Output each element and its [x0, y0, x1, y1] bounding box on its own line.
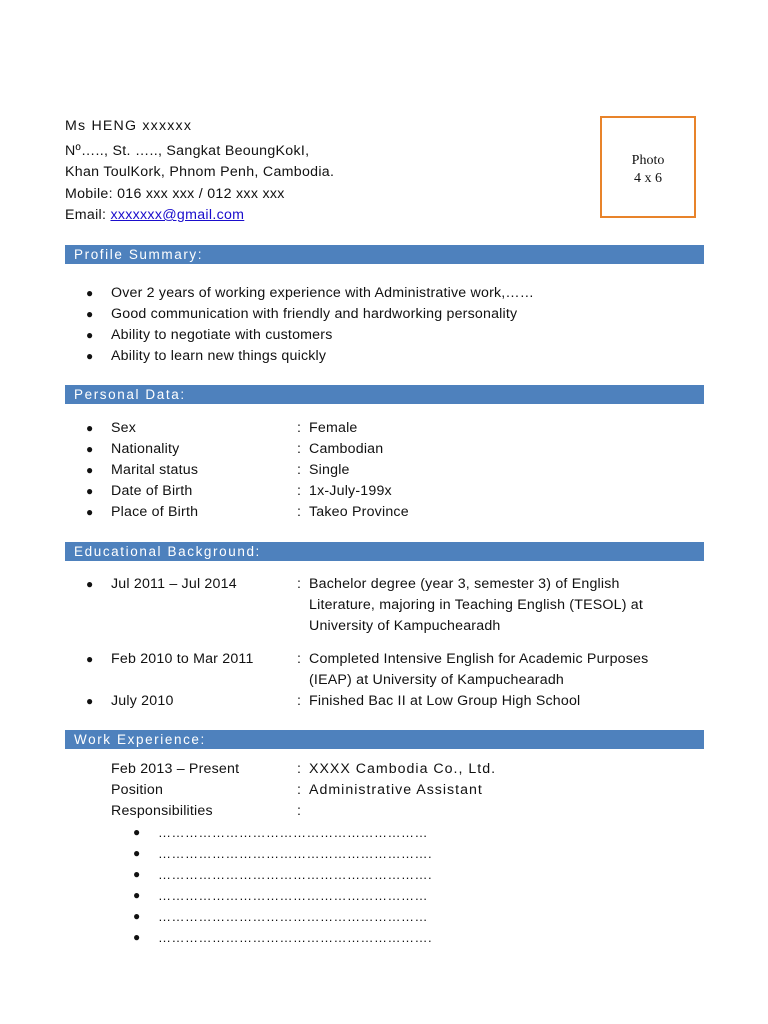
education-period: Feb 2010 to Mar 2011: [111, 651, 254, 667]
personal-value-marital: Single: [309, 462, 350, 478]
colon: :: [297, 504, 301, 520]
education-detail: Completed Intensive English for Academic Purposes: [309, 651, 649, 667]
work-position-label: Position: [111, 782, 164, 798]
email-row: [65, 207, 244, 223]
bullet-icon: ●: [133, 846, 141, 860]
bullet-icon: ●: [133, 888, 141, 902]
personal-label-marital: Marital status: [111, 462, 199, 478]
personal-label-sex: Sex: [111, 420, 137, 436]
colon: :: [297, 803, 301, 819]
personal-value-dob: 1x-July-199x: [309, 483, 392, 499]
address-line-1: Nº….., St. ….., Sangkat BeoungKokI,: [65, 143, 310, 159]
responsibility-item: ……………………………………………………: [158, 909, 428, 924]
work-responsibilities-label: Responsibilities: [111, 803, 213, 819]
personal-value-nationality: Cambodian: [309, 441, 384, 457]
section-educational-background: Educational Background:: [65, 542, 704, 561]
colon: :: [297, 420, 301, 436]
candidate-name: Ms HENG xxxxxx: [65, 118, 193, 134]
personal-value-pob: Takeo Province: [309, 504, 409, 520]
bullet-icon: ●: [86, 652, 94, 666]
profile-item: Ability to negotiate with customers: [111, 327, 333, 343]
education-period: Jul 2011 – Jul 2014: [111, 576, 237, 592]
personal-label-dob: Date of Birth: [111, 483, 193, 499]
bullet-icon: ●: [86, 694, 94, 708]
education-detail: University of Kampuchearadh: [309, 618, 501, 634]
personal-value-sex: Female: [309, 420, 358, 436]
education-detail: Bachelor degree (year 3, semester 3) of English: [309, 576, 620, 592]
bullet-icon: ●: [133, 867, 141, 881]
colon: :: [297, 651, 301, 667]
bullet-icon: ●: [86, 328, 94, 342]
bullet-icon: ●: [86, 442, 94, 456]
colon: :: [297, 761, 301, 777]
responsibility-item: …………………………………………………….: [158, 846, 433, 861]
photo-size: 4 x 6: [634, 171, 662, 186]
personal-label-pob: Place of Birth: [111, 504, 199, 520]
profile-item: Over 2 years of working experience with Administrative work,……: [111, 285, 535, 301]
colon: :: [297, 462, 301, 478]
bullet-icon: ●: [133, 825, 141, 839]
section-profile-summary: Profile Summary:: [65, 245, 704, 264]
colon: :: [297, 483, 301, 499]
education-period: July 2010: [111, 693, 174, 709]
bullet-icon: ●: [133, 909, 141, 923]
bullet-icon: ●: [86, 463, 94, 477]
email-label: Email:: [65, 207, 111, 223]
work-position: Administrative Assistant: [309, 782, 483, 798]
work-period: Feb 2013 – Present: [111, 761, 240, 777]
profile-item: Good communication with friendly and hardworking personality: [111, 306, 518, 322]
colon: :: [297, 576, 301, 592]
photo-placeholder: [600, 116, 696, 218]
profile-item: Ability to learn new things quickly: [111, 348, 327, 364]
responsibility-item: ……………………………………………………: [158, 825, 428, 840]
address-line-2: Khan ToulKork, Phnom Penh, Cambodia.: [65, 164, 335, 180]
mobile-number: Mobile: 016 xxx xxx / 012 xxx xxx: [65, 186, 285, 202]
email-link[interactable]: xxxxxxx@gmail.com: [110, 207, 245, 223]
bullet-icon: ●: [86, 421, 94, 435]
bullet-icon: ●: [133, 930, 141, 944]
colon: :: [297, 693, 301, 709]
responsibility-item: …………………………………………………….: [158, 867, 433, 882]
section-work-experience: Work Experience:: [65, 730, 704, 749]
bullet-icon: ●: [86, 286, 94, 300]
colon: :: [297, 782, 301, 798]
education-detail: (IEAP) at University of Kampuchearadh: [309, 672, 565, 688]
bullet-icon: ●: [86, 307, 94, 321]
colon: :: [297, 441, 301, 457]
photo-label: Photo: [631, 153, 665, 168]
bullet-icon: ●: [86, 349, 94, 363]
responsibility-item: …………………………………………………….: [158, 930, 433, 945]
bullet-icon: ●: [86, 484, 94, 498]
section-personal-data: Personal Data:: [65, 385, 704, 404]
responsibility-item: ……………………………………………………: [158, 888, 428, 903]
bullet-icon: ●: [86, 577, 94, 591]
education-detail: Literature, majoring in Teaching English (TESOL) at: [309, 597, 644, 613]
bullet-icon: ●: [86, 505, 94, 519]
education-detail: Finished Bac II at Low Group High School: [309, 693, 581, 709]
personal-label-nationality: Nationality: [111, 441, 180, 457]
work-company: XXXX Cambodia Co., Ltd.: [309, 761, 497, 777]
